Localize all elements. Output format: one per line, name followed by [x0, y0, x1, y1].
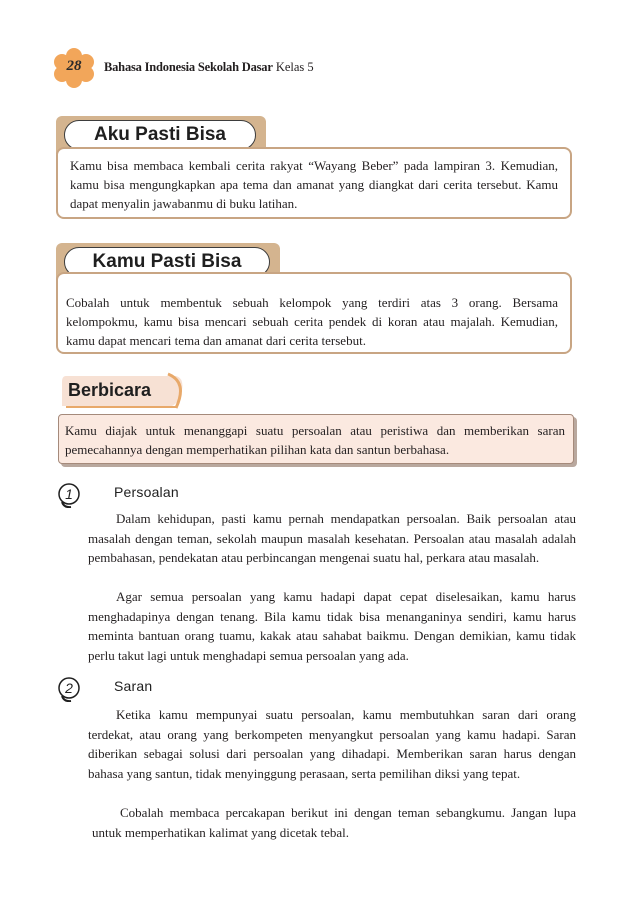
berbicara-intro-box: [58, 414, 574, 464]
section-2-title: Saran: [114, 678, 153, 694]
page-number-badge: [52, 48, 96, 88]
aku-pasti-bisa-text: Kamu bisa membaca kembali cerita rakyat “Wayang Beber” pada lampiran 3. Kemudian, kamu bisa mengungkapkan apa tema dan amanat yang diangkat dari cerita tersebut. Kamu dapat menyalin jawabanmu di buku latihan.: [70, 158, 558, 211]
section-1-paragraph-1-text: Dalam kehidupan, pasti kamu pernah mendapatkan persoalan. Baik persoalan atau masalah dengan teman, sekolah maupun masalah kesehatan. Persoalan atau masalah adalah pembahasan, pendekatan atau perbincangan mengenai suatu hal, perkara atau masalah.: [88, 511, 576, 565]
berbicara-intro-text: Kamu diajak untuk menanggapi suatu persoalan atau peristiwa dan memberikan saran pemecahannya dengan memperhatikan pilihan kata dan santun berbahasa.: [65, 423, 565, 457]
kamu-pasti-bisa-text: Cobalah untuk membentuk sebuah kelompok yang terdiri atas 3 orang. Bersama kelompokmu, kamu bisa mencari sebuah cerita pendek di koran atau majalah. Kemudian, kamu dapat mencari tema dan amanat dari cerita tersebut.: [66, 295, 558, 348]
section-2-paragraph-1-text: Ketika kamu mempunyai suatu persoalan, kamu membutuhkan saran dari orang terdekat, atau orang yang berkompeten menyangkut persoalan yang kamu hadapi. Saran diberikan sebagai solusi dari persoalan yang dihadapi. Memberikan saran harus dengan bahasa yang santun, tidak menyinggung perasaan, serta pemilihan diksi yang tepat.: [88, 707, 576, 781]
section-2-paragraph-2-text: Cobalah membaca percakapan berikut ini dengan teman sebangkumu. Jangan lupa untuk memperhatikan kalimat yang dicetak tebal.: [92, 805, 576, 840]
section-2-paragraph-1: [88, 705, 576, 783]
berbicara-title: Berbicara: [68, 380, 152, 400]
grade-label: Kelas 5: [275, 60, 314, 74]
section-1-paragraph-1: [88, 509, 576, 568]
book-title: Bahasa Indonesia Sekolah Dasar: [104, 60, 273, 74]
section-1-paragraph-2: [88, 587, 576, 665]
page-number: 28: [66, 58, 82, 74]
kamu-pasti-bisa-box: [56, 243, 574, 355]
aku-pasti-bisa-box: [56, 116, 574, 220]
section-2-number-badge: [58, 676, 82, 702]
aku-pasti-bisa-body: [56, 147, 572, 219]
section-1-paragraph-2-text: Agar semua persoalan yang kamu hadapi dapat cepat diselesaikan, kamu harus menghadapinya dengan tenang. Bila kamu tidak bisa menanganinya sendiri, kamu harus meminta bantuan orang tuamu, kakak atau sahabat baikmu. Dengan demikian, kamu tidak perlu takut lagi untuk menghadapi semua persoalan yang ada.: [88, 589, 576, 663]
section-1-title: Persoalan: [114, 484, 179, 500]
berbicara-heading: [58, 372, 190, 410]
aku-pasti-bisa-title: Aku Pasti Bisa: [64, 120, 256, 150]
running-head: [104, 60, 314, 75]
kamu-pasti-bisa-body: [56, 272, 572, 354]
section-2-number: 2: [65, 680, 73, 696]
section-2-paragraph-2: [92, 803, 576, 842]
section-1-number: 1: [65, 486, 73, 502]
kamu-pasti-bisa-title: Kamu Pasti Bisa: [64, 247, 270, 277]
section-1-number-badge: [58, 482, 82, 508]
